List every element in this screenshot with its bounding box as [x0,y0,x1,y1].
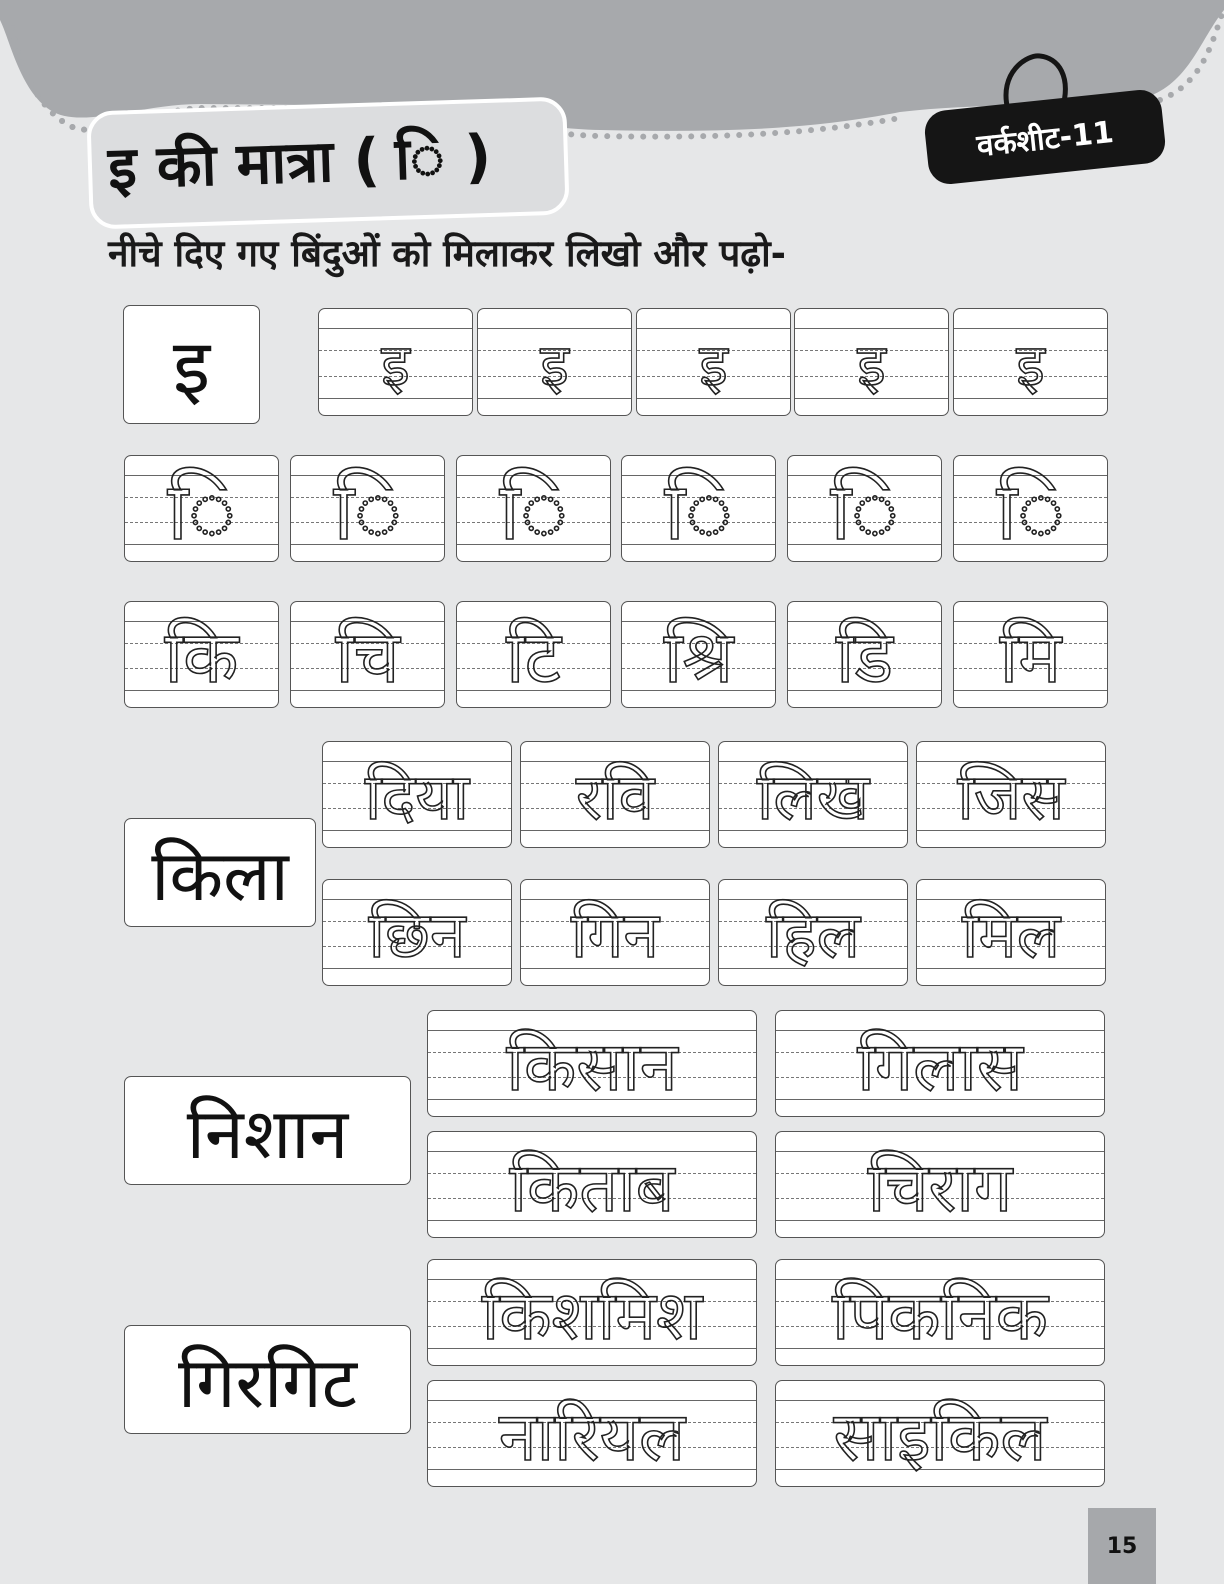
tracing-cell [775,1131,1105,1238]
tracing-cell [124,601,279,708]
tracing-text: इ [1016,330,1045,399]
tracing-cell [477,308,632,416]
tracing-cell [775,1380,1105,1487]
tracing-cell [787,601,942,708]
tracing-text: इ [381,330,410,399]
tracing-text: ि [664,465,733,558]
tracing-text: ि [830,465,899,558]
tracing-text: छिन [368,899,466,973]
tracing-text: श्रि [663,614,734,699]
tracing-text: कि [164,614,239,699]
tracing-text: ि [996,465,1065,558]
tracing-text: दिया [364,761,470,835]
tracing-cell [322,741,512,848]
tracing-text: लिख [756,761,870,835]
tracing-cell [456,601,611,708]
tracing-text: इ [857,330,886,399]
tracing-text: किताब [509,1149,675,1228]
tracing-text: रवि [575,761,655,835]
tracing-text: जिस [957,761,1065,835]
tracing-cell [427,1010,757,1117]
section2-word: निशान [124,1076,411,1185]
tracing-text: किसान [506,1028,678,1107]
tracing-text: नारियल [498,1398,686,1477]
tracing-cell [775,1259,1105,1366]
tracing-text: ि [333,465,402,558]
tracing-cell [318,308,473,416]
tracing-text: डि [835,614,894,699]
tracing-cell [916,741,1106,848]
section1-word: किला [124,818,316,927]
page-number-tab [1088,1508,1156,1584]
tracing-cell [718,741,908,848]
tracing-cell [794,308,949,416]
tracing-cell [775,1010,1105,1117]
tracing-cell [322,879,512,986]
tracing-cell [290,455,445,562]
tracing-text: ि [167,465,236,558]
tracing-text: इ [699,330,728,399]
tracing-cell [290,601,445,708]
tracing-cell [718,879,908,986]
tracing-cell [636,308,791,416]
tracing-text: चि [335,614,400,699]
tracing-text: साइकिल [833,1398,1047,1477]
tracing-text: मि [999,614,1062,699]
tracing-cell [520,741,710,848]
tracing-cell [953,308,1108,416]
tracing-text: इ [540,330,569,399]
tracing-cell [124,455,279,562]
tracing-text: गिन [570,899,660,973]
tracing-cell [427,1259,757,1366]
tracing-cell [427,1380,757,1487]
section3-word: गिरगिट [124,1325,411,1434]
tracing-text: हिल [766,899,860,973]
tracing-cell [787,455,942,562]
tracing-cell [916,879,1106,986]
tracing-text: किशमिश [481,1277,703,1356]
tracing-text: गिलास [857,1028,1023,1107]
letter-box: इ [123,305,260,424]
page-number: 15 [1106,1533,1138,1559]
tracing-cell [456,455,611,562]
tracing-text: मिल [961,899,1061,973]
tracing-text: चिराग [867,1149,1013,1228]
tracing-cell [953,455,1108,562]
tracing-text: टि [506,614,561,699]
page-title: इ की मात्रा ( ि ) [107,121,493,202]
tracing-cell [953,601,1108,708]
worksheet-badge-label: वर्कशीट-11 [975,114,1116,164]
tracing-text: ि [499,465,568,558]
tracing-cell [520,879,710,986]
instruction: नीचे दिए गए बिंदुओं को मिलाकर लिखो और पढ़ो- [108,232,787,275]
tracing-cell [621,455,776,562]
tracing-cell [621,601,776,708]
tracing-cell [427,1131,757,1238]
tracing-text: पिकनिक [831,1277,1049,1356]
